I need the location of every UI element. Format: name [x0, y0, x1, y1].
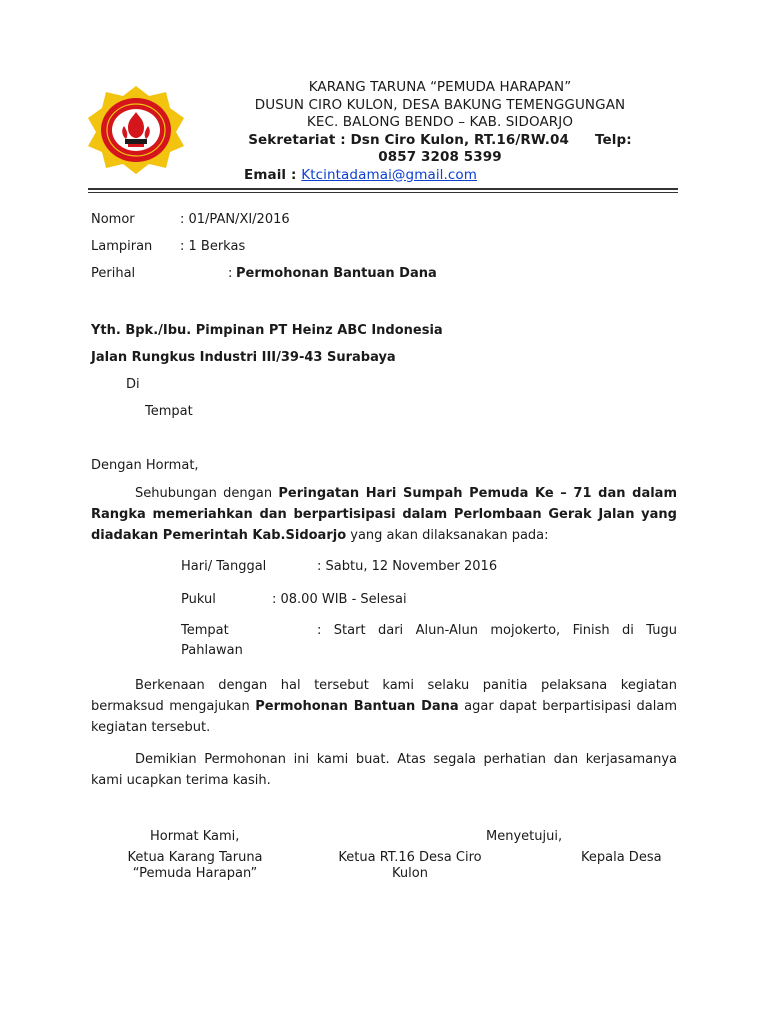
- signature-menyetujui: Menyetujui,: [486, 829, 563, 844]
- letterhead-secretariat: Sekretariat : Dsn Ciro Kulon, RT.16/RW.04: [248, 131, 569, 148]
- tempat-value: : Start dari Alun-Alun mojokerto, Finish di Tugu: [317, 623, 677, 638]
- letterhead-divider-thin: [88, 192, 678, 193]
- letterhead-email-label: Email :: [244, 166, 302, 183]
- signature-hormat: Hormat Kami,: [150, 829, 240, 844]
- recipient-di: Di: [126, 377, 140, 392]
- paragraph-2-request: Permohonan Bantuan Dana: [255, 699, 459, 714]
- letterhead-telp-number: 0857 3208 5399: [378, 149, 502, 165]
- paragraph-2-intro: Berkenaan dengan hal tersebut kami selaku panitia pelaksana kegiatan bermaksud mengajukan: [91, 678, 677, 714]
- hari-value: : Sabtu, 12 November 2016: [317, 559, 498, 574]
- paragraph-3: [91, 749, 677, 791]
- lampiran-label: Lampiran: [91, 239, 153, 254]
- nomor-label: Nomor: [91, 212, 135, 227]
- logo-badge: [88, 86, 184, 174]
- letterhead-org-name: KARANG TARUNA “PEMUDA HARAPAN”: [308, 79, 572, 95]
- paragraph-1-intro: Sehubungan dengan: [135, 486, 279, 501]
- letterhead: [200, 79, 680, 184]
- signature-ketua-kt: [110, 850, 280, 882]
- paragraph-2: [91, 675, 677, 738]
- tempat-label: Tempat: [181, 623, 229, 638]
- pukul-label: Pukul: [181, 592, 216, 607]
- signature-kepala-desa: Kepala Desa: [581, 850, 662, 865]
- hari-label: Hari/ Tanggal: [181, 559, 267, 574]
- signature-ketua-rt-place: Kulon: [392, 866, 428, 881]
- tempat-value-line2: Pahlawan: [181, 643, 243, 658]
- perihal-colon: :: [228, 266, 233, 281]
- pukul-value: : 08.00 WIB - Selesai: [272, 592, 407, 607]
- letterhead-divider: [88, 188, 678, 190]
- signature-ketua-kt-title: Ketua Karang Taruna: [127, 850, 263, 865]
- signature-ketua-kt-org: “Pemuda Harapan”: [132, 866, 258, 881]
- paragraph-1-event: Peringatan Hari Sumpah Pemuda Ke – 71 dan dalam Rangka memeriahkan dan berpartisipasi dalam Perlombaan Gerak Jalan yang diadakan Pemerintah Kab.Sidoarjo: [91, 486, 677, 543]
- karang-taruna-logo: [88, 86, 184, 174]
- signature-ketua-rt-title: Ketua RT.16 Desa Ciro: [338, 850, 482, 865]
- paragraph-2-end: agar dapat berpartisipasi dalam kegiatan tersebut.: [91, 699, 677, 735]
- perihal-value: Permohonan Bantuan Dana: [236, 266, 437, 281]
- greeting: Dengan Hormat,: [91, 458, 199, 473]
- paragraph-1: [91, 483, 677, 546]
- lampiran-value: : 1 Berkas: [180, 239, 246, 254]
- paragraph-3-text: Demikian Permohonan ini kami buat. Atas segala perhatian dan kerjasamanya kami ucapkan terima kasih.: [91, 752, 677, 788]
- letterhead-secretariat-row: [200, 132, 680, 150]
- letterhead-telp-label: Telp:: [595, 131, 632, 148]
- signature-ketua-rt: [325, 850, 495, 882]
- recipient-address: Jalan Rungkus Industri III/39-43 Surabaya: [91, 350, 396, 365]
- letterhead-district: KEC. BALONG BENDO – KAB. SIDOARJO: [306, 114, 574, 130]
- recipient-tempat: Tempat: [145, 404, 193, 419]
- letterhead-email-row: [244, 167, 680, 185]
- recipient-name: Yth. Bpk./Ibu. Pimpinan PT Heinz ABC Indonesia: [91, 323, 443, 338]
- letterhead-email-link[interactable]: Ktcintadamai@gmail.com: [301, 166, 478, 183]
- letterhead-address: DUSUN CIRO KULON, DESA BAKUNG TEMENGGUNGAN: [254, 96, 626, 113]
- perihal-label: Perihal: [91, 266, 136, 281]
- nomor-value: : 01/PAN/XI/2016: [180, 212, 290, 227]
- paragraph-1-end: yang akan dilaksanakan pada:: [346, 528, 549, 543]
